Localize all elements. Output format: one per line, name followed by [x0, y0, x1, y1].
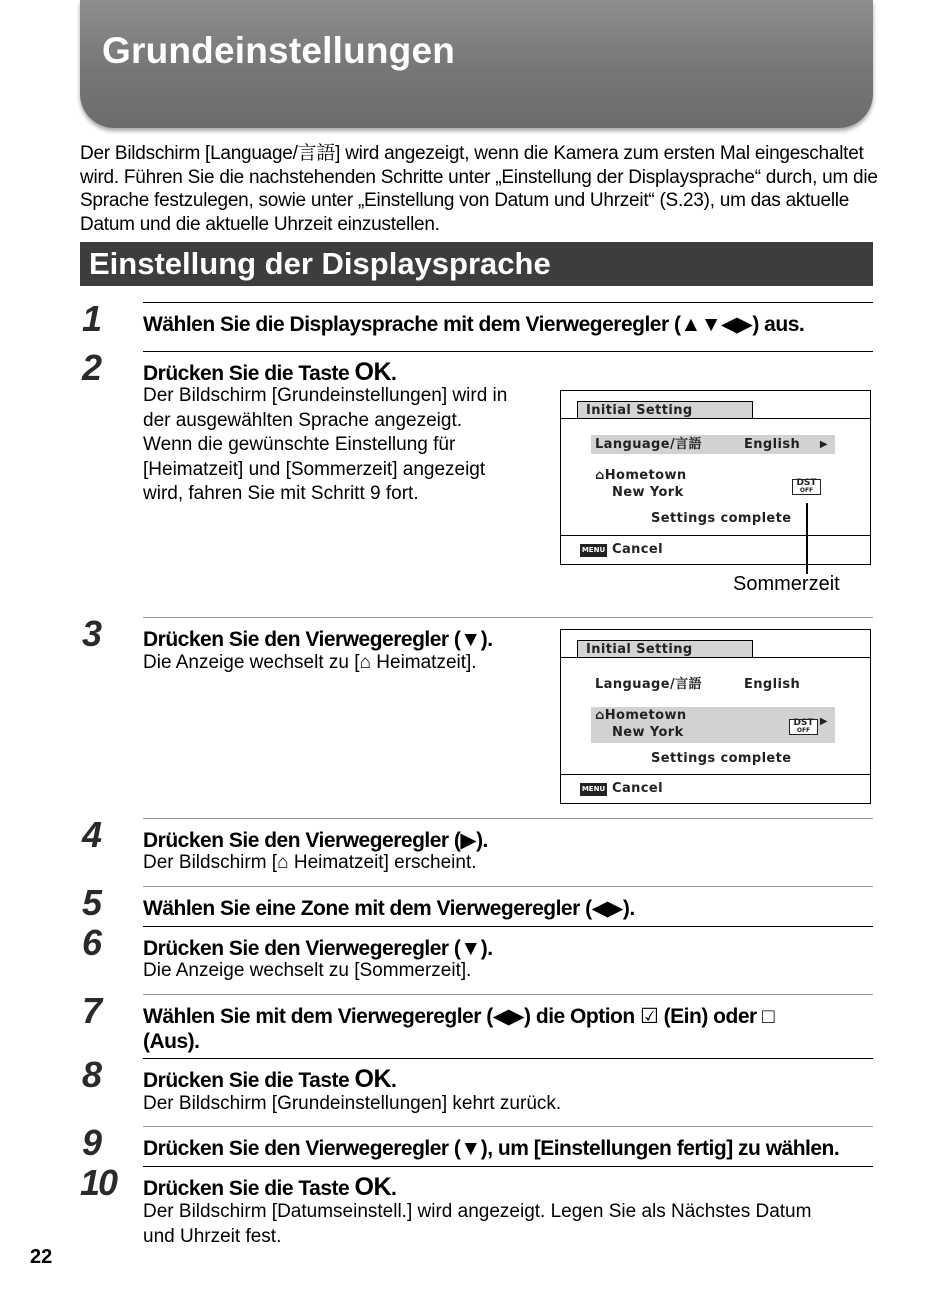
divider	[143, 302, 873, 303]
language-row: Language/言語 English	[595, 677, 801, 692]
step-heading: Wählen Sie mit dem Vierwegeregler (◀▶) die Option ☑ (Ein) oder □ (Aus).	[143, 1005, 775, 1053]
screen-tab: Initial Setting	[577, 401, 753, 419]
step-heading: Drücken Sie den Vierwegeregler (▼).	[143, 628, 493, 651]
settings-complete: Settings complete	[651, 511, 792, 526]
triangle-right-icon: ▶	[819, 716, 828, 727]
step-number: 10	[80, 1162, 117, 1203]
ok-button-icon: OK	[354, 358, 392, 386]
divider	[143, 351, 873, 352]
cancel-label: Cancel	[612, 781, 663, 796]
home-icon: ⌂	[359, 652, 371, 673]
step-heading: Drücken Sie den Vierwegeregler (▼).	[143, 937, 493, 960]
step-body: Der Bildschirm [Grundeinstellungen] wird in der ausgewählten Sprache angezeigt. Wenn die gewünschte Einstellung für [Heimatzeit] und [Sommerzeit] angezeigt wird, fahren Sie mit Schritt 9 fort.	[143, 385, 508, 504]
step-number: 6	[82, 922, 101, 963]
divider	[143, 1166, 873, 1167]
menu-icon: MENU	[580, 544, 607, 557]
step-body: Die Anzeige wechselt zu [⌂ Heimatzeit].	[143, 652, 477, 673]
step-heading: Drücken Sie den Vierwegeregler (▼), um [Einstellungen fertig] zu wählen.	[143, 1137, 840, 1160]
camera-screen-initial-setting	[560, 390, 871, 565]
step-body: Der Bildschirm [⌂ Heimatzeit] erscheint.	[143, 852, 477, 873]
divider	[143, 1058, 873, 1059]
step-number: 4	[82, 814, 101, 855]
hometown-row: ⌂Hometown New York DST OFF ▶	[591, 707, 835, 743]
divider	[143, 886, 873, 887]
home-icon: ⌂	[595, 468, 605, 483]
divider	[143, 818, 873, 819]
dst-off-icon: DST OFF	[789, 719, 818, 735]
camera-screen-hometown	[560, 629, 871, 804]
step-number: 5	[82, 882, 101, 923]
step-heading: Drücken Sie die Taste OK.	[143, 358, 397, 386]
step-heading: Drücken Sie die Taste OK.	[143, 1173, 397, 1201]
step-body: Die Anzeige wechselt zu [Sommerzeit].	[143, 960, 472, 981]
step-number: 7	[82, 990, 101, 1031]
ok-button-icon: OK	[354, 1173, 392, 1201]
step-heading: Drücken Sie die Taste OK.	[143, 1065, 397, 1093]
page-title: Grundeinstellungen	[102, 30, 456, 71]
step-number: 8	[82, 1054, 101, 1095]
divider	[143, 994, 873, 995]
hometown-row: ⌂Hometown New York DST OFF	[591, 467, 835, 503]
screen-tab: Initial Setting	[577, 640, 753, 658]
step-body: Der Bildschirm [Datumseinstell.] wird angezeigt. Legen Sie als Nächstes Datum und Uhrzeit fest.	[143, 1201, 812, 1247]
home-icon: ⌂	[595, 708, 605, 723]
menu-icon: MENU	[580, 783, 607, 796]
divider	[143, 617, 873, 618]
settings-complete: Settings complete	[651, 751, 792, 766]
step-heading: Wählen Sie die Displaysprache mit dem Vierwegeregler (▲▼◀▶) aus.	[143, 313, 805, 336]
step-heading: Wählen Sie eine Zone mit dem Vierwegeregler (◀▶).	[143, 897, 635, 920]
language-row: Language/言語 English ▶	[591, 435, 835, 454]
home-icon: ⌂	[277, 852, 289, 873]
divider	[143, 926, 873, 927]
callout-label: Sommerzeit	[733, 573, 840, 595]
divider	[143, 1126, 873, 1127]
intro-paragraph: Der Bildschirm [Language/言語] wird angezeigt, wenn die Kamera zum ersten Mal eingeschaltet wird. Führen Sie die nachstehenden Schritte unter „Einstellung der Displaysprache“ durch, um die Sprache festzulegen, sowie unter „Einstellung von Datum und Uhrzeit“ (S.23), um das aktuelle Datum und die aktuelle Uhrzeit einzustellen.	[80, 143, 878, 235]
step-heading: Drücken Sie den Vierwegeregler (▶).	[143, 829, 488, 852]
page-number: 22	[30, 1246, 53, 1268]
callout-line	[806, 503, 808, 574]
section-title: Einstellung der Displaysprache	[89, 246, 551, 281]
step-number: 2	[82, 347, 101, 388]
dst-off-icon: DST OFF	[792, 479, 821, 495]
triangle-right-icon: ▶	[819, 439, 828, 450]
ok-button-icon: OK	[354, 1065, 392, 1093]
step-number: 1	[82, 298, 101, 339]
section-header	[80, 242, 873, 286]
chapter-header	[80, 0, 873, 128]
cancel-label: Cancel	[612, 542, 663, 557]
step-body: Der Bildschirm [Grundeinstellungen] kehrt zurück.	[143, 1093, 562, 1114]
step-number: 9	[82, 1122, 101, 1163]
step-number: 3	[82, 613, 101, 654]
